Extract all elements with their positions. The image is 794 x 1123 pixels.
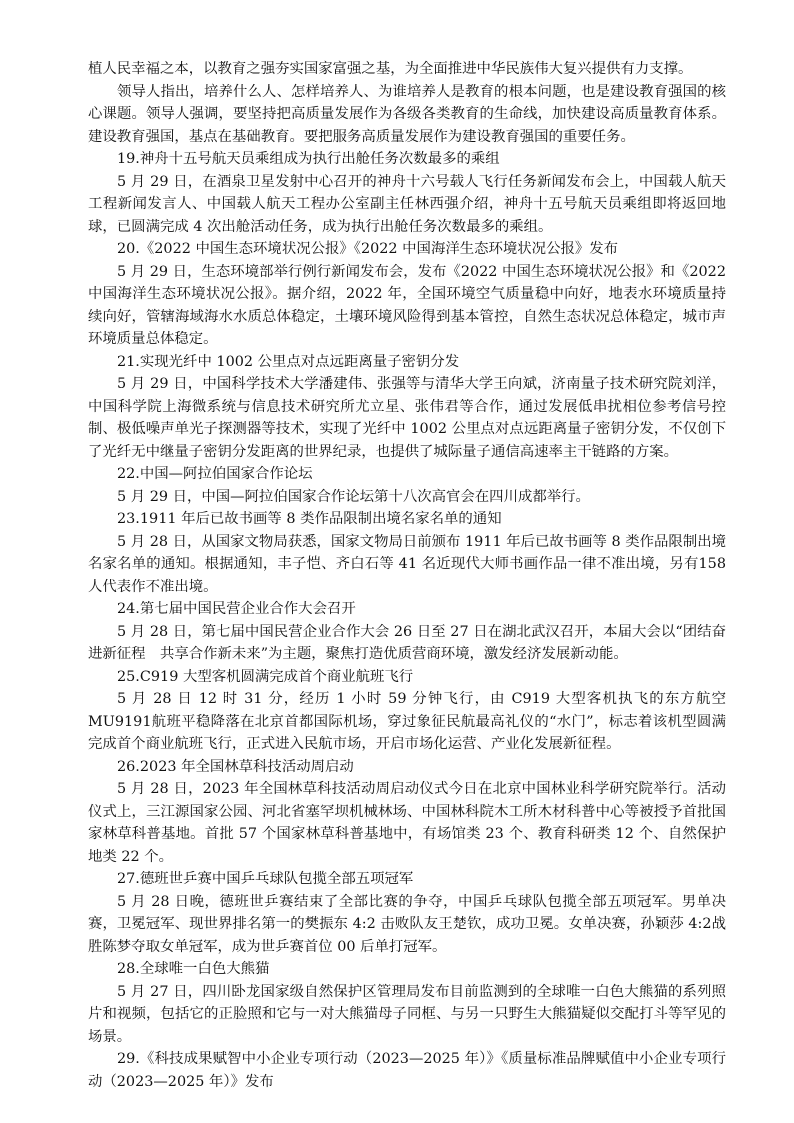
section-heading: 24.第七届中国民营企业合作大会召开 (117, 601, 356, 617)
body-paragraph: 5 月 28 日，第七届中国民营企业合作大会 26 日至 27 日在湖北武汉召开，本届大会以“团结奋进新征程 共享合作新未来”为主题，聚焦打造优质营商环境，激发经济发展新动能。 (88, 623, 726, 662)
body-paragraph: 5 月 28 日 12 时 31 分，经历 1 小时 59 分钟飞行，由 C919 大型客机执飞的东方航空 MU9191航班平稳降落在北京首都国际机场，穿过象征民航最高礼仪的“水门”，标志着该机型圆满完成首个商业航班飞行，正式进入民航市场，开启市场化运营、产业化发展新征程。 (88, 691, 726, 752)
section-heading: 26.2023 年全国林草科技活动周启动 (117, 758, 354, 775)
section-heading: 29.《科技成果赋智中小企业专项行动（2023—2025 年）》《质量标准品牌赋值中小企业专项行动（2023—2025 年）》发布 (88, 1051, 726, 1090)
body-paragraph: 领导人指出，培养什么人、怎样培养人、为谁培养人是教育的根本问题，也是建设教育强国的核心课题。领导人强调，要坚持把高质量发展作为各级各类教育的生命线，加快建设高质量教育体系。建设教育强国，基点在基础教育。要把服务高质量发展作为建设教育强国的重要任务。 (88, 83, 726, 145)
section-heading: 20.《2022 中国生态环境状况公报》《2022 中国海洋生态环境状况公报》发布 (117, 241, 619, 257)
body-paragraph: 5 月 29 日，生态环境部举行例行新闻发布会，发布《2022 中国生态环境状况公报》和《2022中国海洋生态环境状况公报》。据介绍，2022 年，全国环境空气质量稳中向好，地表水环境质量持续向好，管辖海域海水水质总体稳定，土壤环境风险得到基本管控，自然生态状况总体稳定，城市声环境质量总体稳定。 (88, 263, 726, 347)
body-paragraph: 5 月 29 日，在酒泉卫星发射中心召开的神舟十六号载人飞行任务新闻发布会上，中国载人航天工程新闻发言人、中国载人航天工程办公室副主任林西强介绍，神舟十五号航天员乘组即将返回地球，已圆满完成 4 次出舱活动任务，成为执行出舱任务次数最多的乘组。 (88, 173, 726, 235)
section-heading: 28.全球唯一白色大熊猫 (117, 961, 270, 977)
body-paragraph: 5 月 27 日，四川卧龙国家级自然保护区管理局发布目前监测到的全球唯一白色大熊猫的系列照片和视频，包括它的正脸照和它与一对大熊猫母子同框、与另一只野生大熊猫疑似交配打斗等罕见的场景。 (88, 983, 726, 1045)
body-paragraph: 5 月 29 日，中国科学技术大学潘建伟、张强等与清华大学王向斌，济南量子技术研究院刘洋，中国科学院上海微系统与信息技术研究所尤立星、张伟君等合作，通过发展低串扰相位参考信号控制、极低噪声单光子探测器等技术，实现了光纤中 1002 公里点对点远距离量子密钥分发，不仅创下了光纤无中继量子密钥分发距离的世界纪录，也提供了城际量子通信高速率主干链路的方案。 (88, 376, 726, 460)
document-page (88, 58, 726, 1093)
body-paragraph: 5 月 29 日，中国—阿拉伯国家合作论坛第十八次高官会在四川成都举行。 (117, 488, 590, 505)
section-heading: 19.神舟十五号航天员乘组成为执行出舱任务次数最多的乘组 (117, 151, 500, 167)
section-heading: 27.德班世乒赛中国乒乓球队包揽全部五项冠军 (117, 871, 414, 887)
section-heading: 22.中国—阿拉伯国家合作论坛 (117, 466, 313, 482)
body-paragraph: 5 月 28 日，从国家文物局获悉，国家文物局日前颁布 1911 年后已故书画等 8 类作品限制出境名家名单的通知。根据通知，丰子恺、齐白石等 41 名近现代大师书画作品一律不准出境，另有158 人代表作不准出境。 (88, 533, 726, 595)
body-paragraph: 5 月 28 日晚，德班世乒赛结束了全部比赛的争夺，中国乒乓球队包揽全部五项冠军。男单决赛，卫冕冠军、现世界排名第一的樊振东 4:2 击败队友王楚钦，成功卫冕。女单决赛，孙颖莎 4:2战胜陈梦夺取女单冠军，成为世乒赛首位 00 后单打冠军。 (88, 893, 726, 955)
body-paragraph: 植人民幸福之本，以教育之强夯实国家富强之基，为全面推进中华民族伟大复兴提供有力支撑。 (88, 61, 693, 77)
section-heading: 25.C919 大型客机圆满完成首个商业航班飞行 (117, 668, 414, 685)
section-heading: 23.1911 年后已故书画等 8 类作品限制出境名家名单的通知 (117, 511, 502, 527)
body-paragraph: 5 月 28 日，2023 年全国林草科技活动周启动仪式今日在北京中国林业科学研究院举行。活动仪式上，三江源国家公园、河北省塞罕坝机械林场、中国林科院木工所木材科普中心等被授予首批国家林草科普基地。首批 57 个国家林草科普基地中，有场馆类 23 个、教育科研类 12 个、自然保护地类 22 个。 (88, 781, 726, 865)
section-heading: 21.实现光纤中 1002 公里点对点远距离量子密钥分发 (117, 353, 460, 370)
